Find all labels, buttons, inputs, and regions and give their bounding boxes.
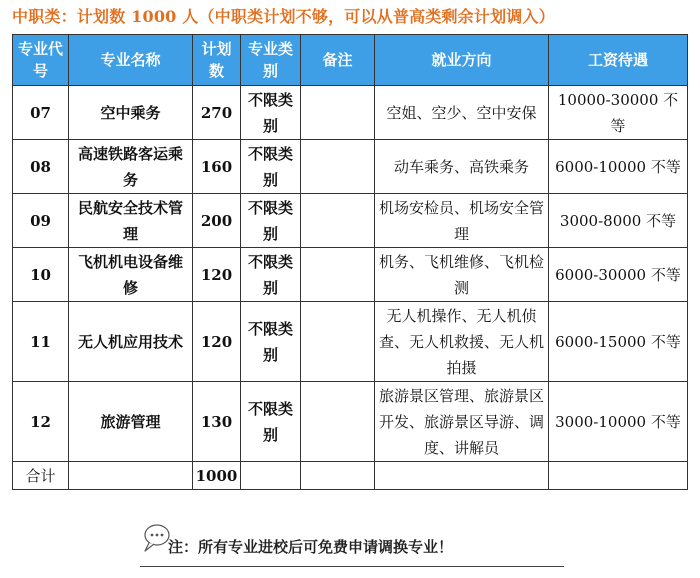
cell-direction: 动车乘务、高铁乘务 bbox=[375, 140, 549, 194]
cell-name: 空中乘务 bbox=[69, 86, 193, 140]
total-label: 合计 bbox=[13, 462, 69, 490]
cell-code: 08 bbox=[13, 140, 69, 194]
table-row bbox=[13, 248, 688, 302]
header-direction: 就业方向 bbox=[375, 35, 549, 86]
table-header-row bbox=[13, 35, 688, 86]
cell-code: 07 bbox=[13, 86, 69, 140]
cell-note bbox=[301, 302, 375, 382]
enrollment-plan-table bbox=[12, 34, 688, 490]
table-row bbox=[13, 194, 688, 248]
total-row bbox=[13, 462, 688, 490]
cell-plan: 270 bbox=[193, 86, 241, 140]
cell-name: 高速铁路客运乘务 bbox=[69, 140, 193, 194]
cell-note bbox=[301, 194, 375, 248]
header-category: 专业类别 bbox=[241, 35, 301, 86]
cell-category: 不限类别 bbox=[241, 194, 301, 248]
total-empty-direction bbox=[375, 462, 549, 490]
cell-direction: 机务、飞机维修、飞机检测 bbox=[375, 248, 549, 302]
cell-plan: 160 bbox=[193, 140, 241, 194]
footer-divider bbox=[140, 566, 564, 567]
cell-category: 不限类别 bbox=[241, 382, 301, 462]
cell-plan: 120 bbox=[193, 248, 241, 302]
cell-category: 不限类别 bbox=[241, 248, 301, 302]
cell-name: 飞机机电设备维修 bbox=[69, 248, 193, 302]
header-code: 专业代号 bbox=[13, 35, 69, 86]
table-row bbox=[13, 140, 688, 194]
cell-code: 10 bbox=[13, 248, 69, 302]
cell-direction: 无人机操作、无人机侦查、无人机救援、无人机拍摄 bbox=[375, 302, 549, 382]
footer-text: 注：所有专业进校后可免费申请调换专业！ bbox=[168, 538, 454, 556]
cell-direction: 空姐、空少、空中安保 bbox=[375, 86, 549, 140]
cell-plan: 130 bbox=[193, 382, 241, 462]
cell-salary: 10000-30000 不等 bbox=[549, 86, 688, 140]
header-note: 备注 bbox=[301, 35, 375, 86]
total-empty-name bbox=[69, 462, 193, 490]
cell-salary: 6000-15000 不等 bbox=[549, 302, 688, 382]
total-empty-note bbox=[301, 462, 375, 490]
header-name: 专业名称 bbox=[69, 35, 193, 86]
header-salary: 工资待遇 bbox=[549, 35, 688, 86]
cell-name: 无人机应用技术 bbox=[69, 302, 193, 382]
table-row bbox=[13, 86, 688, 140]
cell-name: 民航安全技术管理 bbox=[69, 194, 193, 248]
cell-name: 旅游管理 bbox=[69, 382, 193, 462]
cell-salary: 6000-30000 不等 bbox=[549, 248, 688, 302]
cell-code: 09 bbox=[13, 194, 69, 248]
cell-plan: 200 bbox=[193, 194, 241, 248]
total-empty-salary bbox=[549, 462, 688, 490]
cell-salary: 3000-8000 不等 bbox=[549, 194, 688, 248]
cell-note bbox=[301, 86, 375, 140]
total-plan: 1000 bbox=[193, 462, 241, 490]
cell-salary: 6000-10000 不等 bbox=[549, 140, 688, 194]
cell-category: 不限类别 bbox=[241, 140, 301, 194]
footer-note bbox=[140, 522, 564, 572]
cell-note bbox=[301, 140, 375, 194]
cell-code: 12 bbox=[13, 382, 69, 462]
header-plan: 计划数 bbox=[193, 35, 241, 86]
cell-note bbox=[301, 382, 375, 462]
cell-note bbox=[301, 248, 375, 302]
cell-salary: 3000-10000 不等 bbox=[549, 382, 688, 462]
total-empty-category bbox=[241, 462, 301, 490]
cell-direction: 旅游景区管理、旅游景区开发、旅游景区导游、调度、讲解员 bbox=[375, 382, 549, 462]
table-row bbox=[13, 382, 688, 462]
cell-category: 不限类别 bbox=[241, 86, 301, 140]
cell-code: 11 bbox=[13, 302, 69, 382]
cell-direction: 机场安检员、机场安全管理 bbox=[375, 194, 549, 248]
table-row bbox=[13, 302, 688, 382]
page-heading: 中职类：计划数 1000 人（中职类计划不够，可以从普高类剩余计划调入） bbox=[12, 7, 555, 26]
cell-category: 不限类别 bbox=[241, 302, 301, 382]
cell-plan: 120 bbox=[193, 302, 241, 382]
